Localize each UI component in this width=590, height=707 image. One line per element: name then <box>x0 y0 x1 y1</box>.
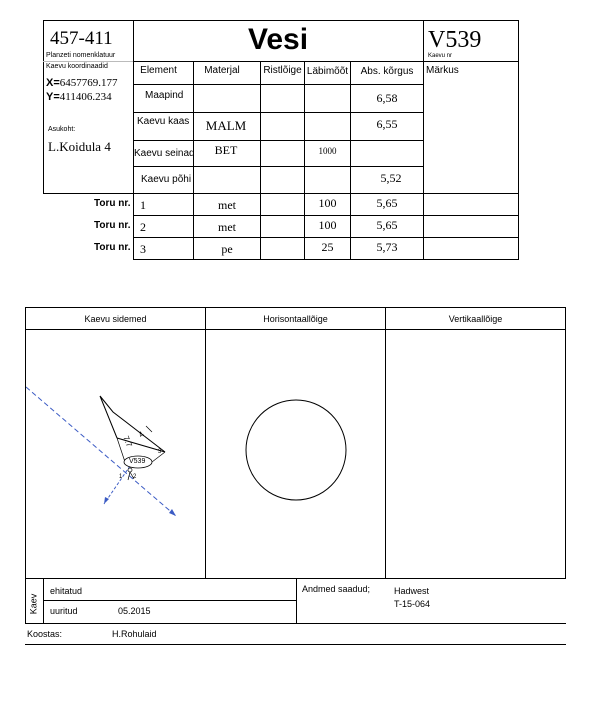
pipe-number: 3 <box>140 242 146 256</box>
sketch-pipe-number: 1 <box>119 474 123 480</box>
panel-title-connections: Kaevu sidemed <box>84 314 147 324</box>
y-value: 411406.234 <box>59 91 112 103</box>
sketch-pipe-number: 3 <box>158 449 162 455</box>
plate-number: 457-411 <box>50 28 113 49</box>
horizontal-section-circle <box>206 330 385 578</box>
author-label: Koostas: <box>27 629 63 639</box>
surveyed-label: uuritud <box>50 606 78 616</box>
row-element: Maapind <box>145 90 184 101</box>
pipe-material: met <box>218 198 236 212</box>
pipe-label: Toru nr. <box>94 198 131 209</box>
row-elevation: 6,58 <box>376 91 398 105</box>
pipe-number: 2 <box>140 220 146 234</box>
sketch-well-label: V539 <box>129 458 146 465</box>
pipe-material: met <box>218 220 236 234</box>
col-section: Ristlõige <box>263 65 302 76</box>
page-title: Vesi <box>247 23 309 56</box>
pipe-number: 1 <box>140 198 146 212</box>
col-element: Element <box>140 65 177 76</box>
pipe-diameter: 100 <box>318 196 337 210</box>
pipe-elevation: 5,65 <box>376 196 398 210</box>
pipe-diameter: 100 <box>318 218 337 232</box>
plate-label: Planzeti nomenklatuur <box>46 52 116 59</box>
row-material: MALM <box>205 118 247 133</box>
panel-title-vertical: Vertikaallõige <box>448 314 503 324</box>
col-notes: Märkus <box>426 65 459 76</box>
col-diameter: Läbimõõt <box>306 66 349 77</box>
location-value: L.Koidula 4 <box>48 139 111 154</box>
connections-sketch <box>26 330 205 578</box>
sketch-dimension: 4 <box>136 429 146 440</box>
row-diameter: 1000 <box>318 146 337 156</box>
source-reference: T-15-064 <box>394 599 431 609</box>
row-element: Kaevu kaas <box>137 116 190 127</box>
source-label: Andmed saadud; <box>302 584 371 594</box>
col-elevation: Abs. kõrgus <box>360 66 414 77</box>
location-label: Asukoht: <box>48 126 76 133</box>
row-element: Kaevu põhi <box>141 174 192 185</box>
x-value: 6457769.177 <box>59 77 118 89</box>
panel-title-horizontal: Horisontaallõige <box>263 314 328 324</box>
pipe-elevation: 5,73 <box>376 240 398 254</box>
row-elevation: 6,55 <box>376 117 398 131</box>
sketch-pipe-number: 2 <box>133 474 137 480</box>
pipe-label: Toru nr. <box>94 242 131 253</box>
pipe-diameter: 25 <box>321 240 334 254</box>
pipe-label: Toru nr. <box>94 220 131 231</box>
row-elevation: 5,52 <box>380 171 402 185</box>
pipe-material: pe <box>221 242 233 256</box>
row-element: Kaevu seinad <box>134 148 195 159</box>
well-id-label: Kaevu nr <box>428 53 453 59</box>
pipe-elevation: 5,65 <box>376 218 398 232</box>
surveyed-date: 05.2015 <box>118 606 151 616</box>
footer-side-label: Kaev <box>28 593 39 615</box>
y-label: Y= <box>46 91 60 103</box>
x-label: X= <box>46 77 60 89</box>
well-id: V539 <box>428 27 482 53</box>
built-label: ehitatud <box>50 586 83 596</box>
y-coordinate <box>46 91 112 103</box>
sketch-dimension: 7.7 <box>121 434 134 449</box>
x-coordinate <box>46 77 118 89</box>
col-material: Materjal <box>204 65 240 76</box>
coords-label: Kaevu koordinaadid <box>46 63 108 70</box>
author-name: H.Rohulaid <box>112 629 157 639</box>
row-material: BET <box>214 143 238 157</box>
source-organization: Hadwest <box>394 586 430 596</box>
